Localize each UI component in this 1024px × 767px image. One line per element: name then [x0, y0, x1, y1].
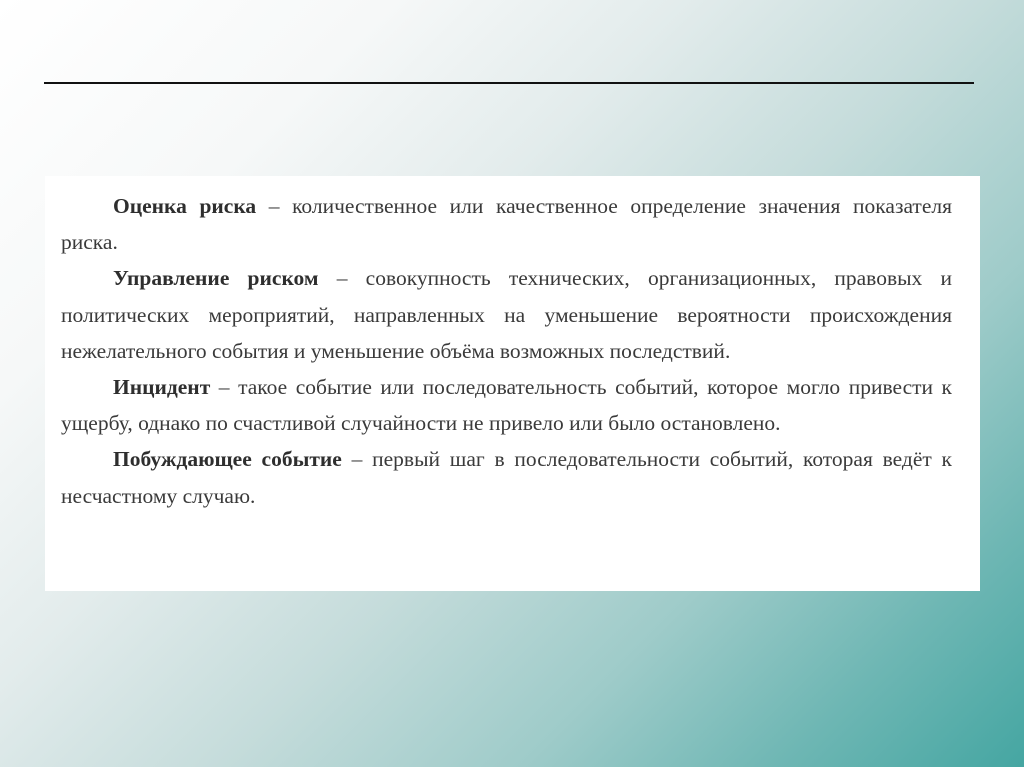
definition-text: – совокупность технических, организационных, правовых и политических мероприятий, направленных на уменьшение вероятности происхождения нежелательного события и уменьшение объёма возможных последствий. — [61, 266, 952, 363]
definition-paragraph — [61, 188, 952, 260]
definition-paragraph — [61, 369, 952, 441]
definition-paragraph — [61, 260, 952, 369]
definition-term: Побуждающее событие — [113, 447, 342, 472]
definition-text: – такое событие или последовательность событий, которое могло привести к ущербу, однако по счастливой случайности не привело или было остановлено. — [61, 375, 952, 436]
definition-text: – количественное или качественное определение значения показателя риска. — [61, 194, 952, 255]
definition-term: Инцидент — [113, 375, 211, 400]
definition-term: Оценка риска — [113, 194, 257, 218]
title-divider-line — [44, 82, 974, 84]
definition-text: – первый шаг в последовательности событий, которая ведёт к несчастному случаю. — [61, 447, 952, 508]
definitions-text-box — [45, 176, 980, 591]
definition-term: Управление риском — [113, 266, 319, 291]
definition-paragraph — [61, 441, 952, 513]
